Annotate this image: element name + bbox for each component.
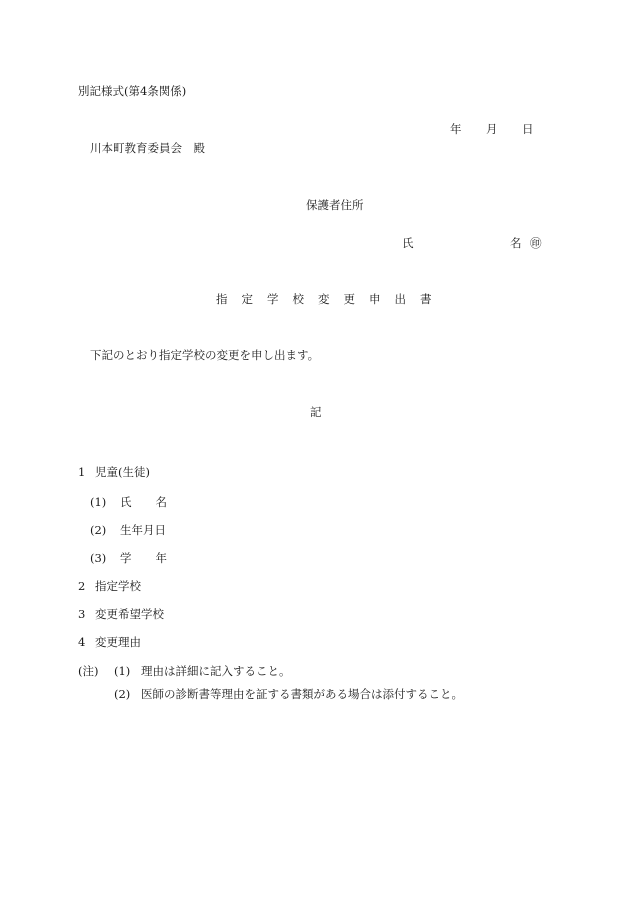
item-change-reason [78,637,141,649]
ki-heading: 記 [310,405,322,419]
item-number: 1 [78,465,86,479]
item-child-student [78,467,150,479]
guardian-address-label: 保護者住所 [306,198,364,212]
note-number: (1) [114,664,131,678]
subitem-grade [90,553,167,565]
date-month-label: 月 [486,122,498,136]
item-number: 4 [78,635,86,649]
item-number: 2 [78,579,86,593]
note-2 [114,689,463,701]
item-designated-school [78,581,141,593]
subitem-name [90,497,167,509]
subitem-number: (1) [90,495,107,509]
form-label: 別記様式(第4条関係) [78,84,187,98]
addressee: 川本町教育委員会 殿 [90,141,205,155]
item-desired-school [78,609,164,621]
item-label: 児童(生徒) [95,465,150,479]
note-text: 理由は詳細に記入すること。 [141,664,291,678]
subitem-label-b: 名 [155,495,167,509]
subitem-number: (2) [90,523,107,537]
note-number: (2) [114,687,131,701]
name-label-second-char: 名 [510,236,522,250]
subitem-label-b: 年 [155,551,167,565]
date-year-label: 年 [450,122,462,136]
subitem-birthdate [90,525,166,537]
item-label: 変更希望学校 [95,607,164,621]
item-label: 変更理由 [95,635,141,649]
note-1 [114,666,291,678]
seal-mark: ㊞ [530,236,542,250]
subitem-number: (3) [90,551,107,565]
intro-sentence: 下記のとおり指定学校の変更を申し出ます。 [90,348,320,362]
notes-heading: (注) [78,664,99,678]
subitem-label-a: 学 [120,551,132,565]
document-title: 指定学校変更申出書 [216,292,446,306]
item-number: 3 [78,607,86,621]
name-label-first-char: 氏 [402,236,414,250]
subitem-label: 生年月日 [120,523,166,537]
subitem-label-a: 氏 [120,495,132,509]
date-day-label: 日 [522,122,534,136]
item-label: 指定学校 [95,579,141,593]
note-text: 医師の診断書等理由を証する書類がある場合は添付すること。 [141,687,463,701]
